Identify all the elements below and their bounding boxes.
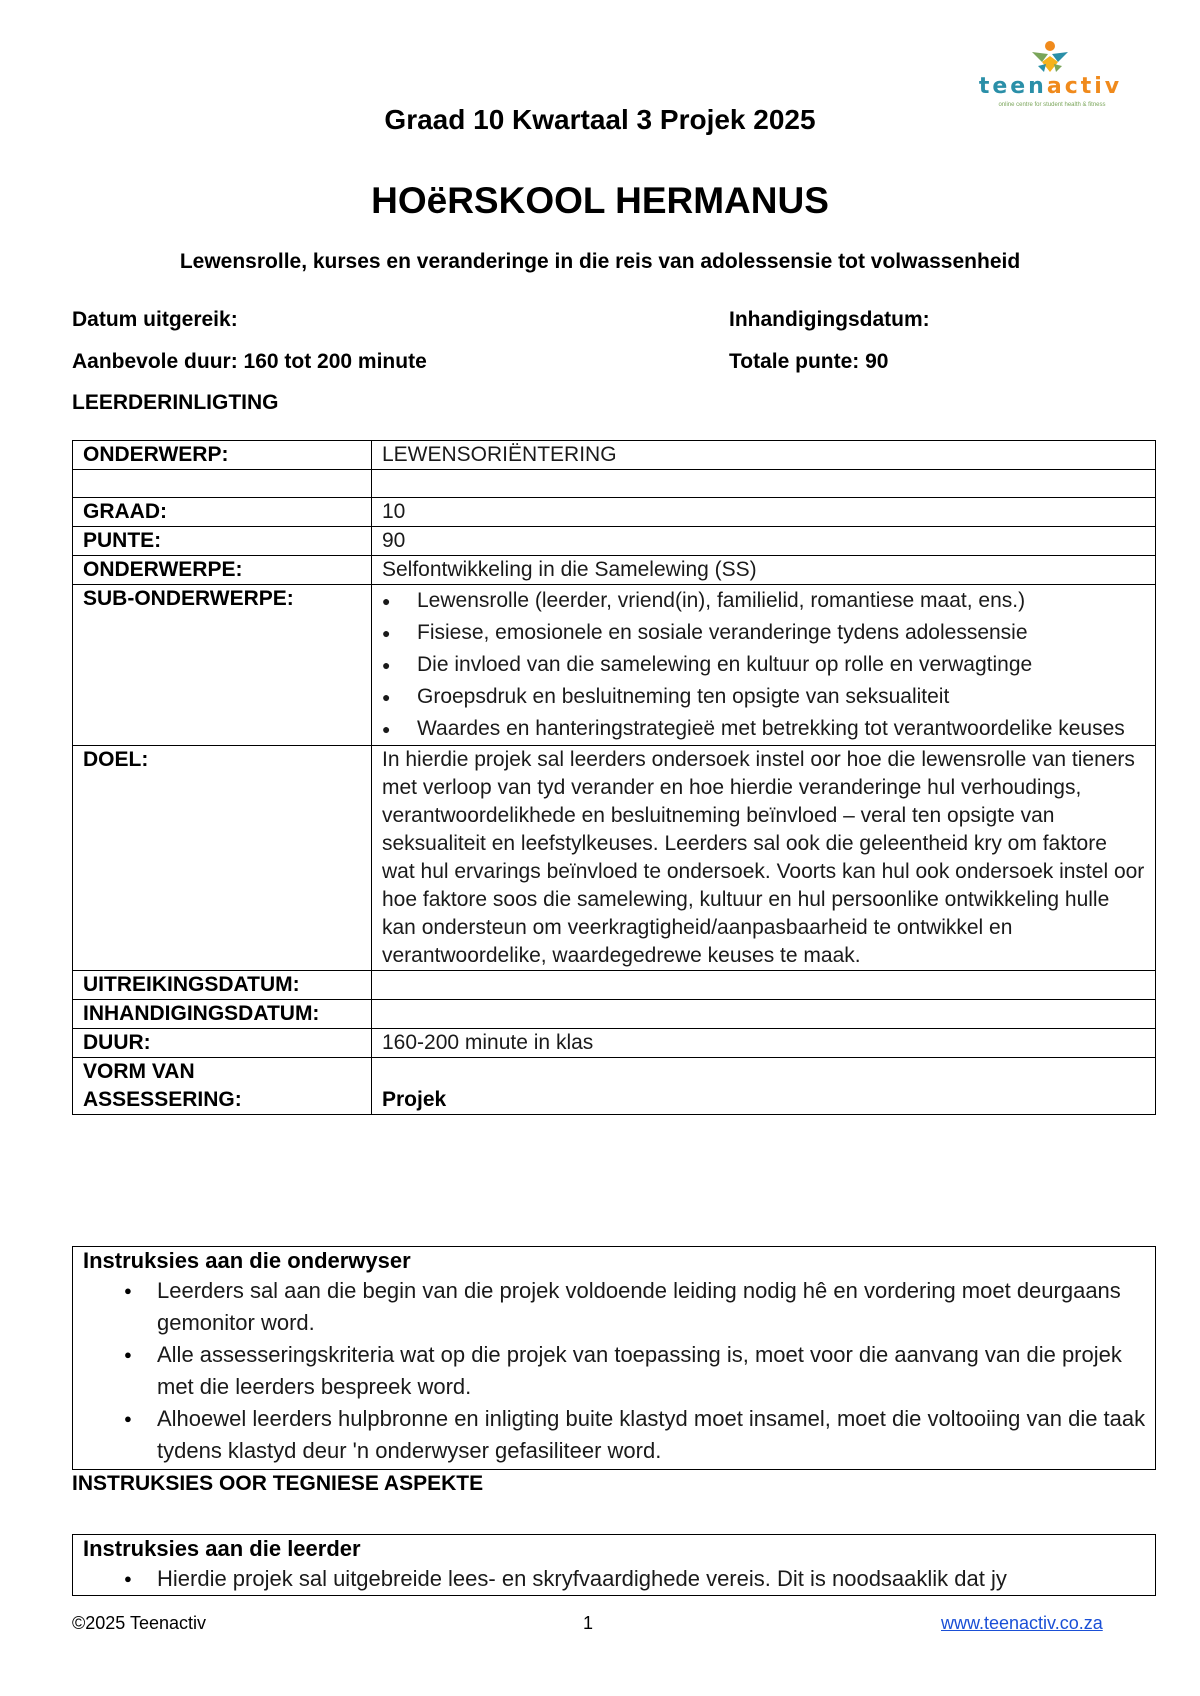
learner-info-heading: LEERDERINLIGTING xyxy=(72,391,279,414)
list-item: ● Groepsdruk en besluitneming ten opsigte van seksualiteit xyxy=(382,681,1145,713)
list-item: ● Alhoewel leerders hulpbronne en inligting buite klastyd moet insamel, moet die voltooiing van die taak tydens klastyd deur 'n onderwyser gefasiliteer word. xyxy=(157,1403,1155,1467)
aim-label: DOEL: xyxy=(73,746,372,971)
table-row xyxy=(73,470,1156,498)
table-submission-date-label: INHANDIGINGSDATUM: xyxy=(73,1000,372,1029)
table-row xyxy=(73,971,1156,1000)
learner-instructions-box xyxy=(72,1534,1156,1596)
footer-page-number: 1 xyxy=(583,1613,594,1633)
issue-date-label: UITREIKINGSDATUM: xyxy=(73,971,372,1000)
logo-wordmark: teenactiv xyxy=(978,74,1123,99)
table-row xyxy=(73,441,1156,470)
subject-label: ONDERWERP: xyxy=(73,441,372,470)
list-item: ● Fisiese, emosionele en sosiale veranderinge tydens adolessensie xyxy=(382,617,1145,649)
marks-value: 90 xyxy=(372,527,1156,556)
person-figure-icon xyxy=(1028,40,1072,74)
subtopics-cell xyxy=(372,585,1156,746)
assessment-label-line2: ASSESSERING: xyxy=(83,1088,242,1111)
list-item: ● Hierdie projek sal uitgebreide lees- en skryfvaardighede vereis. Dit is noodsaaklik dat jy xyxy=(157,1563,1155,1595)
issue-date-value xyxy=(372,971,1156,1000)
empty-cell xyxy=(73,470,372,498)
list-item: ● Alle assesseringskriteria wat op die projek van toepassing is, moet voor die aanvang van die projek met die leerders bespreek word. xyxy=(157,1339,1155,1403)
teacher-instructions-heading: Instruksies aan die onderwyser xyxy=(83,1248,411,1273)
footer-copyright: ©2025 Teenactiv xyxy=(72,1613,207,1633)
total-marks: Totale punte: 90 xyxy=(729,350,889,373)
assessment-form-label xyxy=(73,1058,372,1115)
table-row xyxy=(73,746,1156,971)
table-row xyxy=(73,1000,1156,1029)
project-subtitle: Lewensrolle, kurses en veranderinge in die reis van adolessensie tot volwassenheid xyxy=(179,250,1021,273)
logo-tagline: online centre for student health & fitness xyxy=(998,102,1106,108)
footer-website-link[interactable]: www.teenactiv.co.za xyxy=(941,1613,1103,1633)
marks-label: PUNTE: xyxy=(73,527,372,556)
recommended-duration: Aanbevole duur: 160 tot 200 minute xyxy=(72,350,427,373)
duration-value: 160-200 minute in klas xyxy=(372,1029,1156,1058)
subtopics-list xyxy=(382,585,1145,745)
technical-aspects-heading: INSTRUKSIES OOR TEGNIESE ASPEKTE xyxy=(72,1472,484,1495)
subject-value: LEWENSORIËNTERING xyxy=(372,441,1156,470)
learner-instructions-heading: Instruksies aan die leerder xyxy=(83,1536,361,1561)
table-row xyxy=(73,585,1156,746)
table-row xyxy=(73,527,1156,556)
topics-value: Selfontwikkeling in die Samelewing (SS) xyxy=(372,556,1156,585)
learner-instructions-list xyxy=(73,1563,1155,1595)
list-item: ● Lewensrolle (leerder, vriend(in), familielid, romantiese maat, ens.) xyxy=(382,585,1145,617)
topics-label: ONDERWERPE: xyxy=(73,556,372,585)
subtopics-label: SUB-ONDERWERPE: xyxy=(73,585,372,746)
document-title: Graad 10 Kwartaal 3 Projek 2025 xyxy=(384,104,816,135)
table-row xyxy=(73,556,1156,585)
school-name: HOëRSKOOL HERMANUS xyxy=(371,180,829,221)
date-issued-label: Datum uitgereik: xyxy=(72,308,238,331)
assessment-form-value: Projek xyxy=(372,1058,1156,1115)
grade-value: 10 xyxy=(372,498,1156,527)
teacher-instructions-list xyxy=(73,1275,1155,1467)
duration-label: DUUR: xyxy=(73,1029,372,1058)
submission-date-value xyxy=(372,1000,1156,1029)
teenactiv-logo xyxy=(968,40,1133,112)
aim-value: In hierdie projek sal leerders ondersoek instel oor hoe die lewensrolle van tieners met verloop van tyd verander en hoe hierdie veranderinge hul verhoudings, verantwoordelikhede en besluitneming beïnvloed – veral ten opsigte van seksualiteit en leefstylkeuses. Leerders sal ook die geleentheid kry om faktore wat hul ervarings beïnvloed te ondersoek. Voorts kan hul ook ondersoek instel oor hoe faktore soos die samelewing, kultuur en hul persoonlike ontwikkeling hulle kan ondersteun om veerkragtigheid/aanpasbaarheid te ontwikkel en verantwoordelike, waardegedrewe keuses te maak. xyxy=(372,746,1156,971)
list-item: ● Leerders sal aan die begin van die projek voldoende leiding nodig hê en vordering moet deurgaans gemonitor word. xyxy=(157,1275,1155,1339)
table-row xyxy=(73,498,1156,527)
assessment-label-line1: VORM VAN xyxy=(83,1060,195,1083)
list-item: ● Waardes en hanteringstrategieë met betrekking tot verantwoordelike keuses xyxy=(382,713,1145,745)
learner-info-table xyxy=(72,440,1156,1115)
teacher-instructions-box xyxy=(72,1246,1156,1470)
table-row xyxy=(73,1029,1156,1058)
table-row xyxy=(73,1058,1156,1115)
empty-cell xyxy=(372,470,1156,498)
list-item: ● Die invloed van die samelewing en kultuur op rolle en verwagtinge xyxy=(382,649,1145,681)
grade-label: GRAAD: xyxy=(73,498,372,527)
submission-date-label: Inhandigingsdatum: xyxy=(729,308,930,331)
